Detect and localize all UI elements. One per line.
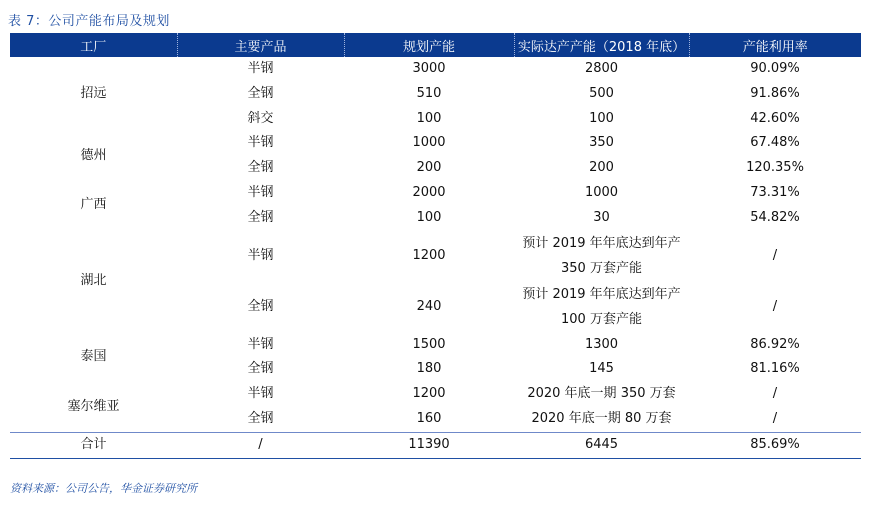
actual-line-1: 预计 2019 年年底达到年产 — [522, 286, 681, 302]
util-cell: / — [772, 298, 778, 314]
planned-cell: 200 — [416, 160, 442, 176]
product-cell: 全钢 — [247, 298, 274, 314]
header-factory: 工厂 — [10, 33, 177, 57]
planned-cell: 1200 — [412, 247, 446, 263]
util-cell: 120.35% — [746, 160, 804, 176]
product-cell: 半钢 — [247, 61, 274, 76]
actual-line-2: 350 万套产能 — [561, 261, 642, 277]
product-cell: 斜交 — [247, 110, 274, 126]
product-cell: 全钢 — [247, 160, 274, 176]
planned-cell: 100 — [416, 209, 442, 225]
header-product: 主要产品 — [177, 33, 344, 57]
util-cell: 73.31% — [750, 184, 800, 200]
actual-line-1: 预计 2019 年年底达到年产 — [522, 235, 681, 251]
util-cell: 90.09% — [750, 61, 800, 76]
util-cell: 81.16% — [750, 361, 800, 377]
actual-cell: 1300 — [584, 336, 619, 352]
util-cell: / — [772, 247, 778, 263]
table-row — [10, 57, 861, 82]
actual-cell: 100 — [589, 110, 614, 126]
source-note: 资料来源：公司公告，华金证券研究所 — [10, 482, 197, 495]
util-cell: 42.60% — [750, 110, 800, 126]
header-planned: 规划产能 — [344, 33, 514, 57]
table-row — [10, 333, 861, 358]
actual-cell: 2020 年底一期 350 万套 — [527, 386, 676, 402]
total-product: / — [177, 432, 344, 458]
factory-name: 湖北 — [80, 273, 107, 289]
planned-cell: 240 — [416, 298, 442, 314]
planned-cell: 2000 — [412, 184, 446, 200]
planned-cell: 180 — [416, 361, 442, 377]
product-cell: 半钢 — [247, 336, 274, 352]
product-cell: 全钢 — [247, 85, 274, 101]
actual-cell: 350 — [589, 135, 614, 151]
actual-cell: 200 — [589, 160, 614, 176]
actual-cell: 145 — [589, 361, 614, 377]
total-actual: 6445 — [514, 432, 689, 458]
planned-cell: 1200 — [412, 386, 446, 402]
planned-cell: 510 — [416, 85, 442, 101]
factory-name: 德州 — [80, 147, 107, 163]
actual-cell — [514, 282, 689, 333]
total-label: 合计 — [10, 432, 177, 458]
actual-line-2: 100 万套产能 — [561, 312, 642, 328]
product-cell: 半钢 — [247, 386, 274, 402]
util-cell: 54.82% — [750, 209, 800, 225]
factory-name: 塞尔维亚 — [67, 398, 120, 414]
total-util: 85.69% — [689, 432, 861, 458]
table-caption: 表 7：公司产能布局及规划 — [8, 14, 170, 29]
actual-cell: 30 — [593, 209, 610, 225]
header-row — [10, 33, 861, 57]
planned-cell: 1500 — [412, 336, 446, 352]
factory-name: 泰国 — [80, 348, 107, 364]
header-actual: 实际达产产能（2018 年底） — [514, 33, 689, 57]
planned-cell: 3000 — [412, 61, 446, 76]
table-row — [10, 131, 861, 156]
product-cell: 全钢 — [247, 410, 274, 426]
util-cell: 67.48% — [750, 135, 800, 151]
factory-name: 招远 — [80, 85, 107, 101]
actual-cell: 500 — [589, 85, 614, 101]
actual-cell: 2020 年底一期 80 万套 — [531, 410, 672, 426]
table-row — [10, 231, 861, 282]
util-cell: / — [772, 410, 778, 426]
table-row — [10, 181, 861, 206]
total-row — [10, 432, 861, 458]
header-utilization: 产能利用率 — [689, 33, 861, 57]
product-cell: 半钢 — [247, 135, 274, 151]
util-cell: 86.92% — [750, 336, 800, 352]
planned-cell: 1000 — [412, 135, 446, 151]
product-cell: 半钢 — [247, 247, 274, 263]
actual-cell: 2800 — [584, 61, 619, 76]
product-cell: 半钢 — [247, 184, 274, 200]
product-cell: 全钢 — [247, 361, 274, 377]
util-cell: 91.86% — [750, 85, 800, 101]
util-cell: / — [772, 386, 778, 402]
total-planned: 11390 — [344, 432, 514, 458]
planned-cell: 160 — [416, 410, 442, 426]
actual-cell — [514, 231, 689, 282]
table-row — [10, 382, 861, 407]
capacity-table — [10, 33, 861, 459]
product-cell: 全钢 — [247, 209, 274, 225]
actual-cell: 1000 — [584, 184, 619, 200]
factory-name: 广西 — [80, 197, 107, 213]
planned-cell: 100 — [416, 110, 442, 126]
